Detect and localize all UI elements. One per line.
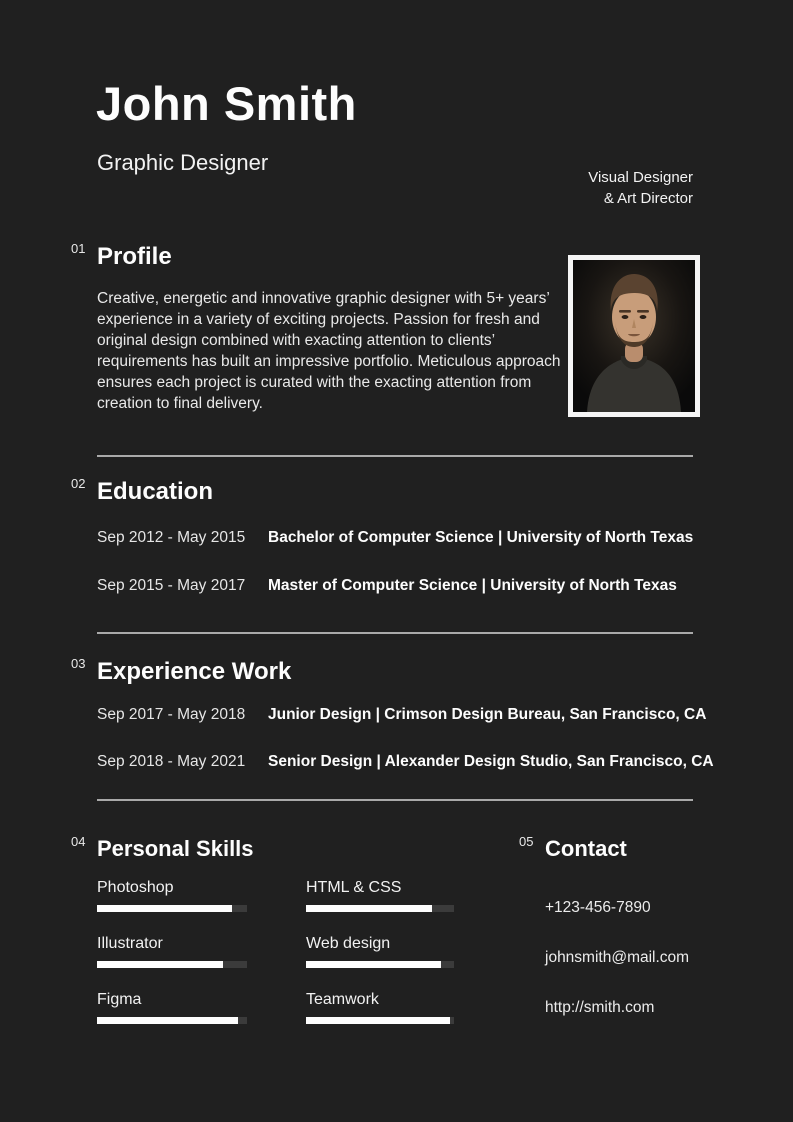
person-title: Graphic Designer xyxy=(97,150,269,175)
experience-dates: Sep 2017 - May 2018 xyxy=(97,706,246,723)
skill-label: Photoshop xyxy=(97,879,174,896)
education-section-heading xyxy=(71,476,214,506)
portrait-illustration xyxy=(573,260,695,412)
section-number: 04 xyxy=(71,834,86,849)
section-number: 05 xyxy=(519,834,534,849)
experience-dates: Sep 2018 - May 2021 xyxy=(97,753,246,770)
experience-position: Senior Design | Alexander Design Studio, San Francisco, CA xyxy=(268,753,714,770)
education-dates: Sep 2012 - May 2015 xyxy=(97,529,246,546)
profile-photo xyxy=(568,255,700,417)
skill-bar-track xyxy=(97,1017,247,1024)
skills-column-right xyxy=(306,879,454,1047)
skill-bar-track xyxy=(97,905,247,912)
section-title: Contact xyxy=(545,836,627,861)
skill-bar-fill xyxy=(306,905,432,912)
section-title: Education xyxy=(97,478,214,505)
skills-column-left xyxy=(97,879,247,1047)
skills-section-heading xyxy=(71,834,254,862)
skill-item xyxy=(97,935,247,968)
skill-item xyxy=(306,991,454,1024)
section-title: Experience Work xyxy=(97,658,292,685)
section-title: Personal Skills xyxy=(97,836,254,861)
skill-item xyxy=(97,879,247,912)
tagline-line-1: Visual Designer xyxy=(588,169,693,186)
experience-section-heading xyxy=(71,656,292,686)
tagline-line-2: & Art Director xyxy=(603,190,693,207)
profile-section-heading xyxy=(71,241,172,271)
skill-bar-fill xyxy=(97,961,223,968)
skill-item xyxy=(306,879,454,912)
education-degree: Bachelor of Computer Science | University of North Texas xyxy=(268,529,694,546)
skill-bar-fill xyxy=(97,905,232,912)
skill-item xyxy=(97,991,247,1024)
profile-text: Creative, energetic and innovative graphic designer with 5+ years’ experience in a variety of exciting projects. Passion for fresh and original design combined with exacting attention to clients’ requirements has built an impressive portfolio. Meticulous approach ensures each project is curated with the exacting attention from creation to final delivery. xyxy=(97,290,561,412)
contact-email: johnsmith@mail.com xyxy=(545,949,690,966)
skill-label: HTML & CSS xyxy=(306,879,402,896)
skill-bar-fill xyxy=(306,1017,450,1024)
skill-bar-fill xyxy=(306,961,441,968)
skill-label: Teamwork xyxy=(306,991,379,1008)
contact-phone: +123-456-7890 xyxy=(545,899,651,916)
experience-row xyxy=(97,753,737,771)
experience-row xyxy=(97,706,737,724)
skill-label: Figma xyxy=(97,991,142,1008)
section-title: Profile xyxy=(97,243,172,270)
section-divider xyxy=(97,799,693,801)
education-row xyxy=(97,577,737,595)
skill-item xyxy=(306,935,454,968)
skill-label: Web design xyxy=(306,935,391,952)
education-dates: Sep 2015 - May 2017 xyxy=(97,577,246,594)
education-row xyxy=(97,529,737,547)
skill-bar-track xyxy=(306,1017,454,1024)
section-divider xyxy=(97,632,693,634)
experience-position: Junior Design | Crimson Design Bureau, San Francisco, CA xyxy=(268,706,707,723)
section-divider xyxy=(97,455,693,457)
section-number: 03 xyxy=(71,656,86,671)
skill-bar-track xyxy=(97,961,247,968)
section-number: 02 xyxy=(71,476,86,491)
skill-bar-track xyxy=(306,905,454,912)
person-name: John Smith xyxy=(96,77,357,130)
skill-bar-fill xyxy=(97,1017,238,1024)
section-number: 01 xyxy=(71,241,86,256)
contact-section-heading xyxy=(519,834,627,862)
tagline xyxy=(588,167,693,209)
skill-label: Illustrator xyxy=(97,935,163,952)
contact-list xyxy=(545,899,689,1049)
education-degree: Master of Computer Science | University of North Texas xyxy=(268,577,677,594)
contact-website: http://smith.com xyxy=(545,999,655,1016)
skill-bar-track xyxy=(306,961,454,968)
